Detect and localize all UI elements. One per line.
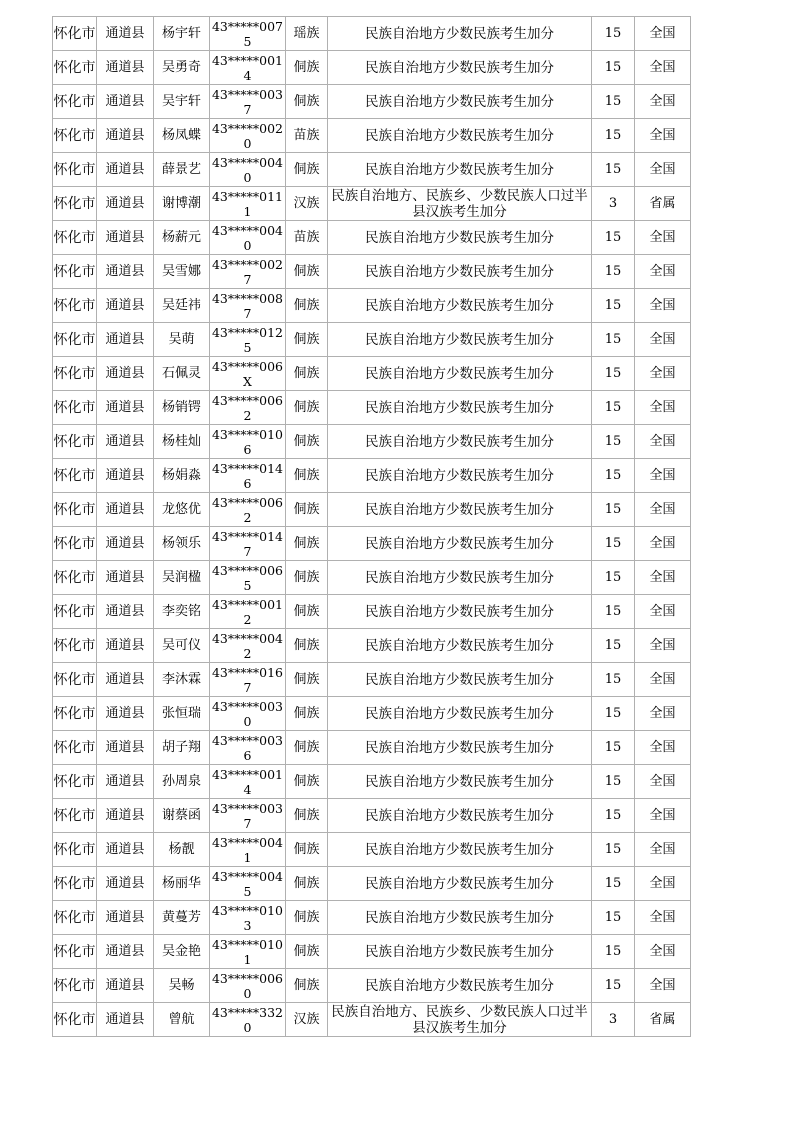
table-row xyxy=(53,119,691,153)
table-row xyxy=(53,323,691,357)
id-number-cell: 43*****0040 xyxy=(210,221,286,255)
ethnicity-cell: 侗族 xyxy=(286,765,328,799)
bonus-item-cell: 民族自治地方少数民族考生加分 xyxy=(328,765,592,799)
county-cell: 通道县 xyxy=(97,119,154,153)
county-cell: 通道县 xyxy=(97,663,154,697)
county-cell: 通道县 xyxy=(97,153,154,187)
scope-cell: 全国 xyxy=(635,969,691,1003)
city-cell: 怀化市 xyxy=(53,17,97,51)
city-cell: 怀化市 xyxy=(53,357,97,391)
table-row xyxy=(53,357,691,391)
city-cell: 怀化市 xyxy=(53,663,97,697)
points-cell: 15 xyxy=(592,833,635,867)
id-number-cell: 43*****0147 xyxy=(210,527,286,561)
table-row xyxy=(53,935,691,969)
city-cell: 怀化市 xyxy=(53,255,97,289)
scope-cell: 全国 xyxy=(635,867,691,901)
scope-cell: 全国 xyxy=(635,663,691,697)
id-number-cell: 43*****0045 xyxy=(210,867,286,901)
ethnicity-cell: 侗族 xyxy=(286,799,328,833)
bonus-item-cell: 民族自治地方少数民族考生加分 xyxy=(328,119,592,153)
points-cell: 15 xyxy=(592,255,635,289)
ethnicity-cell: 侗族 xyxy=(286,153,328,187)
bonus-item-cell: 民族自治地方少数民族考生加分 xyxy=(328,935,592,969)
city-cell: 怀化市 xyxy=(53,221,97,255)
city-cell: 怀化市 xyxy=(53,153,97,187)
city-cell: 怀化市 xyxy=(53,629,97,663)
name-cell: 胡子翔 xyxy=(154,731,210,765)
city-cell: 怀化市 xyxy=(53,527,97,561)
name-cell: 吴雪娜 xyxy=(154,255,210,289)
bonus-item-cell: 民族自治地方、民族乡、少数民族人口过半县汉族考生加分 xyxy=(328,187,592,221)
name-cell: 杨薪元 xyxy=(154,221,210,255)
id-number-cell: 43*****0060 xyxy=(210,969,286,1003)
scope-cell: 全国 xyxy=(635,153,691,187)
table-row xyxy=(53,833,691,867)
id-number-cell: 43*****0146 xyxy=(210,459,286,493)
points-cell: 15 xyxy=(592,663,635,697)
bonus-item-cell: 民族自治地方少数民族考生加分 xyxy=(328,799,592,833)
county-cell: 通道县 xyxy=(97,187,154,221)
scope-cell: 全国 xyxy=(635,459,691,493)
name-cell: 谢博潮 xyxy=(154,187,210,221)
city-cell: 怀化市 xyxy=(53,969,97,1003)
table-row xyxy=(53,1003,691,1037)
table-row xyxy=(53,765,691,799)
name-cell: 薛景艺 xyxy=(154,153,210,187)
table-row xyxy=(53,527,691,561)
table-row xyxy=(53,153,691,187)
county-cell: 通道县 xyxy=(97,1003,154,1037)
county-cell: 通道县 xyxy=(97,765,154,799)
id-number-cell: 43*****0030 xyxy=(210,697,286,731)
name-cell: 杨宇轩 xyxy=(154,17,210,51)
ethnicity-cell: 侗族 xyxy=(286,357,328,391)
scope-cell: 全国 xyxy=(635,731,691,765)
points-cell: 15 xyxy=(592,119,635,153)
bonus-item-cell: 民族自治地方少数民族考生加分 xyxy=(328,527,592,561)
county-cell: 通道县 xyxy=(97,629,154,663)
scope-cell: 全国 xyxy=(635,391,691,425)
bonus-item-cell: 民族自治地方少数民族考生加分 xyxy=(328,493,592,527)
scope-cell: 全国 xyxy=(635,425,691,459)
scope-cell: 全国 xyxy=(635,833,691,867)
scope-cell: 全国 xyxy=(635,323,691,357)
id-number-cell: 43*****0027 xyxy=(210,255,286,289)
name-cell: 杨娟淼 xyxy=(154,459,210,493)
county-cell: 通道县 xyxy=(97,51,154,85)
name-cell: 谢蔡函 xyxy=(154,799,210,833)
city-cell: 怀化市 xyxy=(53,85,97,119)
table-row xyxy=(53,85,691,119)
county-cell: 通道县 xyxy=(97,595,154,629)
ethnicity-cell: 侗族 xyxy=(286,391,328,425)
name-cell: 石佩灵 xyxy=(154,357,210,391)
name-cell: 吴宇轩 xyxy=(154,85,210,119)
id-number-cell: 43*****0103 xyxy=(210,901,286,935)
points-cell: 15 xyxy=(592,595,635,629)
table-row xyxy=(53,629,691,663)
bonus-item-cell: 民族自治地方少数民族考生加分 xyxy=(328,85,592,119)
name-cell: 李沐霖 xyxy=(154,663,210,697)
points-cell: 15 xyxy=(592,289,635,323)
county-cell: 通道县 xyxy=(97,323,154,357)
county-cell: 通道县 xyxy=(97,221,154,255)
city-cell: 怀化市 xyxy=(53,187,97,221)
scope-cell: 全国 xyxy=(635,493,691,527)
id-number-cell: 43*****0101 xyxy=(210,935,286,969)
scope-cell: 全国 xyxy=(635,221,691,255)
county-cell: 通道县 xyxy=(97,85,154,119)
scope-cell: 全国 xyxy=(635,765,691,799)
ethnicity-cell: 侗族 xyxy=(286,323,328,357)
points-cell: 15 xyxy=(592,357,635,391)
points-cell: 15 xyxy=(592,901,635,935)
points-cell: 15 xyxy=(592,323,635,357)
county-cell: 通道县 xyxy=(97,799,154,833)
name-cell: 杨销锷 xyxy=(154,391,210,425)
bonus-item-cell: 民族自治地方少数民族考生加分 xyxy=(328,425,592,459)
ethnicity-cell: 侗族 xyxy=(286,459,328,493)
ethnicity-cell: 侗族 xyxy=(286,255,328,289)
id-number-cell: 43*****0167 xyxy=(210,663,286,697)
ethnicity-cell: 苗族 xyxy=(286,221,328,255)
ethnicity-cell: 侗族 xyxy=(286,289,328,323)
points-cell: 15 xyxy=(592,799,635,833)
bonus-item-cell: 民族自治地方少数民族考生加分 xyxy=(328,901,592,935)
points-cell: 15 xyxy=(592,629,635,663)
points-cell: 15 xyxy=(592,493,635,527)
table-row xyxy=(53,187,691,221)
ethnicity-cell: 侗族 xyxy=(286,595,328,629)
table-row xyxy=(53,493,691,527)
scope-cell: 全国 xyxy=(635,561,691,595)
city-cell: 怀化市 xyxy=(53,867,97,901)
ethnicity-cell: 侗族 xyxy=(286,867,328,901)
bonus-item-cell: 民族自治地方少数民族考生加分 xyxy=(328,357,592,391)
county-cell: 通道县 xyxy=(97,527,154,561)
city-cell: 怀化市 xyxy=(53,459,97,493)
id-number-cell: 43*****0012 xyxy=(210,595,286,629)
city-cell: 怀化市 xyxy=(53,51,97,85)
name-cell: 孙周泉 xyxy=(154,765,210,799)
county-cell: 通道县 xyxy=(97,459,154,493)
scope-cell: 全国 xyxy=(635,119,691,153)
name-cell: 吴金艳 xyxy=(154,935,210,969)
county-cell: 通道县 xyxy=(97,425,154,459)
city-cell: 怀化市 xyxy=(53,935,97,969)
points-cell: 15 xyxy=(592,561,635,595)
ethnicity-cell: 侗族 xyxy=(286,697,328,731)
bonus-item-cell: 民族自治地方少数民族考生加分 xyxy=(328,833,592,867)
county-cell: 通道县 xyxy=(97,391,154,425)
name-cell: 杨桂灿 xyxy=(154,425,210,459)
county-cell: 通道县 xyxy=(97,867,154,901)
bonus-item-cell: 民族自治地方少数民族考生加分 xyxy=(328,459,592,493)
id-number-cell: 43*****0014 xyxy=(210,51,286,85)
scope-cell: 全国 xyxy=(635,51,691,85)
id-number-cell: 43*****0041 xyxy=(210,833,286,867)
table-row xyxy=(53,901,691,935)
city-cell: 怀化市 xyxy=(53,901,97,935)
id-number-cell: 43*****0065 xyxy=(210,561,286,595)
points-cell: 15 xyxy=(592,969,635,1003)
scope-cell: 全国 xyxy=(635,85,691,119)
points-cell: 15 xyxy=(592,153,635,187)
ethnicity-cell: 侗族 xyxy=(286,425,328,459)
bonus-item-cell: 民族自治地方少数民族考生加分 xyxy=(328,153,592,187)
city-cell: 怀化市 xyxy=(53,425,97,459)
points-cell: 15 xyxy=(592,17,635,51)
city-cell: 怀化市 xyxy=(53,391,97,425)
id-number-cell: 43*****3320 xyxy=(210,1003,286,1037)
ethnicity-cell: 侗族 xyxy=(286,663,328,697)
city-cell: 怀化市 xyxy=(53,731,97,765)
table-row xyxy=(53,255,691,289)
id-number-cell: 43*****0036 xyxy=(210,731,286,765)
table-row xyxy=(53,561,691,595)
scope-cell: 全国 xyxy=(635,527,691,561)
table-row xyxy=(53,969,691,1003)
id-number-cell: 43*****0020 xyxy=(210,119,286,153)
bonus-item-cell: 民族自治地方少数民族考生加分 xyxy=(328,221,592,255)
table-row xyxy=(53,221,691,255)
bonus-points-table xyxy=(52,16,691,1037)
table-row xyxy=(53,391,691,425)
table-row xyxy=(53,459,691,493)
name-cell: 杨凤蝶 xyxy=(154,119,210,153)
county-cell: 通道县 xyxy=(97,357,154,391)
points-cell: 15 xyxy=(592,935,635,969)
points-cell: 3 xyxy=(592,187,635,221)
county-cell: 通道县 xyxy=(97,697,154,731)
ethnicity-cell: 侗族 xyxy=(286,51,328,85)
name-cell: 龙悠优 xyxy=(154,493,210,527)
ethnicity-cell: 侗族 xyxy=(286,901,328,935)
bonus-item-cell: 民族自治地方少数民族考生加分 xyxy=(328,323,592,357)
scope-cell: 全国 xyxy=(635,289,691,323)
scope-cell: 省属 xyxy=(635,1003,691,1037)
ethnicity-cell: 侗族 xyxy=(286,935,328,969)
bonus-item-cell: 民族自治地方少数民族考生加分 xyxy=(328,17,592,51)
scope-cell: 全国 xyxy=(635,17,691,51)
county-cell: 通道县 xyxy=(97,901,154,935)
table-row xyxy=(53,17,691,51)
id-number-cell: 43*****0062 xyxy=(210,391,286,425)
name-cell: 曾航 xyxy=(154,1003,210,1037)
id-number-cell: 43*****006X xyxy=(210,357,286,391)
scope-cell: 全国 xyxy=(635,901,691,935)
ethnicity-cell: 侗族 xyxy=(286,833,328,867)
points-cell: 15 xyxy=(592,425,635,459)
city-cell: 怀化市 xyxy=(53,799,97,833)
bonus-item-cell: 民族自治地方少数民族考生加分 xyxy=(328,255,592,289)
scope-cell: 全国 xyxy=(635,935,691,969)
id-number-cell: 43*****0014 xyxy=(210,765,286,799)
id-number-cell: 43*****0075 xyxy=(210,17,286,51)
bonus-item-cell: 民族自治地方少数民族考生加分 xyxy=(328,697,592,731)
id-number-cell: 43*****0042 xyxy=(210,629,286,663)
table-row xyxy=(53,867,691,901)
county-cell: 通道县 xyxy=(97,969,154,1003)
table-row xyxy=(53,289,691,323)
points-cell: 15 xyxy=(592,697,635,731)
county-cell: 通道县 xyxy=(97,561,154,595)
county-cell: 通道县 xyxy=(97,289,154,323)
ethnicity-cell: 侗族 xyxy=(286,731,328,765)
table-row xyxy=(53,697,691,731)
scope-cell: 省属 xyxy=(635,187,691,221)
points-cell: 15 xyxy=(592,51,635,85)
table-row xyxy=(53,51,691,85)
points-cell: 15 xyxy=(592,221,635,255)
name-cell: 黄蔓芳 xyxy=(154,901,210,935)
scope-cell: 全国 xyxy=(635,799,691,833)
city-cell: 怀化市 xyxy=(53,323,97,357)
bonus-item-cell: 民族自治地方少数民族考生加分 xyxy=(328,289,592,323)
points-cell: 15 xyxy=(592,527,635,561)
id-number-cell: 43*****0040 xyxy=(210,153,286,187)
points-cell: 15 xyxy=(592,391,635,425)
id-number-cell: 43*****0111 xyxy=(210,187,286,221)
ethnicity-cell: 侗族 xyxy=(286,527,328,561)
table-row xyxy=(53,663,691,697)
name-cell: 杨靓 xyxy=(154,833,210,867)
ethnicity-cell: 侗族 xyxy=(286,629,328,663)
bonus-item-cell: 民族自治地方少数民族考生加分 xyxy=(328,663,592,697)
id-number-cell: 43*****0125 xyxy=(210,323,286,357)
county-cell: 通道县 xyxy=(97,493,154,527)
bonus-item-cell: 民族自治地方少数民族考生加分 xyxy=(328,561,592,595)
name-cell: 吴廷祎 xyxy=(154,289,210,323)
county-cell: 通道县 xyxy=(97,935,154,969)
city-cell: 怀化市 xyxy=(53,833,97,867)
scope-cell: 全国 xyxy=(635,629,691,663)
ethnicity-cell: 苗族 xyxy=(286,119,328,153)
bonus-item-cell: 民族自治地方少数民族考生加分 xyxy=(328,629,592,663)
county-cell: 通道县 xyxy=(97,255,154,289)
city-cell: 怀化市 xyxy=(53,493,97,527)
id-number-cell: 43*****0062 xyxy=(210,493,286,527)
ethnicity-cell: 侗族 xyxy=(286,85,328,119)
table-body xyxy=(53,17,691,1037)
points-cell: 15 xyxy=(592,459,635,493)
name-cell: 吴畅 xyxy=(154,969,210,1003)
city-cell: 怀化市 xyxy=(53,561,97,595)
city-cell: 怀化市 xyxy=(53,289,97,323)
bonus-item-cell: 民族自治地方少数民族考生加分 xyxy=(328,51,592,85)
city-cell: 怀化市 xyxy=(53,765,97,799)
ethnicity-cell: 侗族 xyxy=(286,561,328,595)
name-cell: 吴可仪 xyxy=(154,629,210,663)
scope-cell: 全国 xyxy=(635,595,691,629)
name-cell: 吴萌 xyxy=(154,323,210,357)
county-cell: 通道县 xyxy=(97,731,154,765)
points-cell: 15 xyxy=(592,765,635,799)
points-cell: 3 xyxy=(592,1003,635,1037)
scope-cell: 全国 xyxy=(635,357,691,391)
id-number-cell: 43*****0037 xyxy=(210,799,286,833)
points-cell: 15 xyxy=(592,731,635,765)
table-row xyxy=(53,799,691,833)
name-cell: 李奕铭 xyxy=(154,595,210,629)
county-cell: 通道县 xyxy=(97,833,154,867)
points-cell: 15 xyxy=(592,85,635,119)
bonus-item-cell: 民族自治地方少数民族考生加分 xyxy=(328,731,592,765)
table-row xyxy=(53,425,691,459)
scope-cell: 全国 xyxy=(635,255,691,289)
bonus-item-cell: 民族自治地方少数民族考生加分 xyxy=(328,595,592,629)
ethnicity-cell: 瑶族 xyxy=(286,17,328,51)
ethnicity-cell: 汉族 xyxy=(286,1003,328,1037)
name-cell: 张恒瑞 xyxy=(154,697,210,731)
ethnicity-cell: 侗族 xyxy=(286,969,328,1003)
city-cell: 怀化市 xyxy=(53,1003,97,1037)
table-row xyxy=(53,595,691,629)
id-number-cell: 43*****0106 xyxy=(210,425,286,459)
city-cell: 怀化市 xyxy=(53,595,97,629)
bonus-item-cell: 民族自治地方少数民族考生加分 xyxy=(328,969,592,1003)
ethnicity-cell: 汉族 xyxy=(286,187,328,221)
bonus-item-cell: 民族自治地方少数民族考生加分 xyxy=(328,391,592,425)
city-cell: 怀化市 xyxy=(53,119,97,153)
bonus-item-cell: 民族自治地方少数民族考生加分 xyxy=(328,867,592,901)
id-number-cell: 43*****0087 xyxy=(210,289,286,323)
scope-cell: 全国 xyxy=(635,697,691,731)
bonus-item-cell: 民族自治地方、民族乡、少数民族人口过半县汉族考生加分 xyxy=(328,1003,592,1037)
name-cell: 杨丽华 xyxy=(154,867,210,901)
id-number-cell: 43*****0037 xyxy=(210,85,286,119)
county-cell: 通道县 xyxy=(97,17,154,51)
city-cell: 怀化市 xyxy=(53,697,97,731)
ethnicity-cell: 侗族 xyxy=(286,493,328,527)
points-cell: 15 xyxy=(592,867,635,901)
name-cell: 杨领乐 xyxy=(154,527,210,561)
name-cell: 吴润楹 xyxy=(154,561,210,595)
name-cell: 吴勇奇 xyxy=(154,51,210,85)
table-row xyxy=(53,731,691,765)
